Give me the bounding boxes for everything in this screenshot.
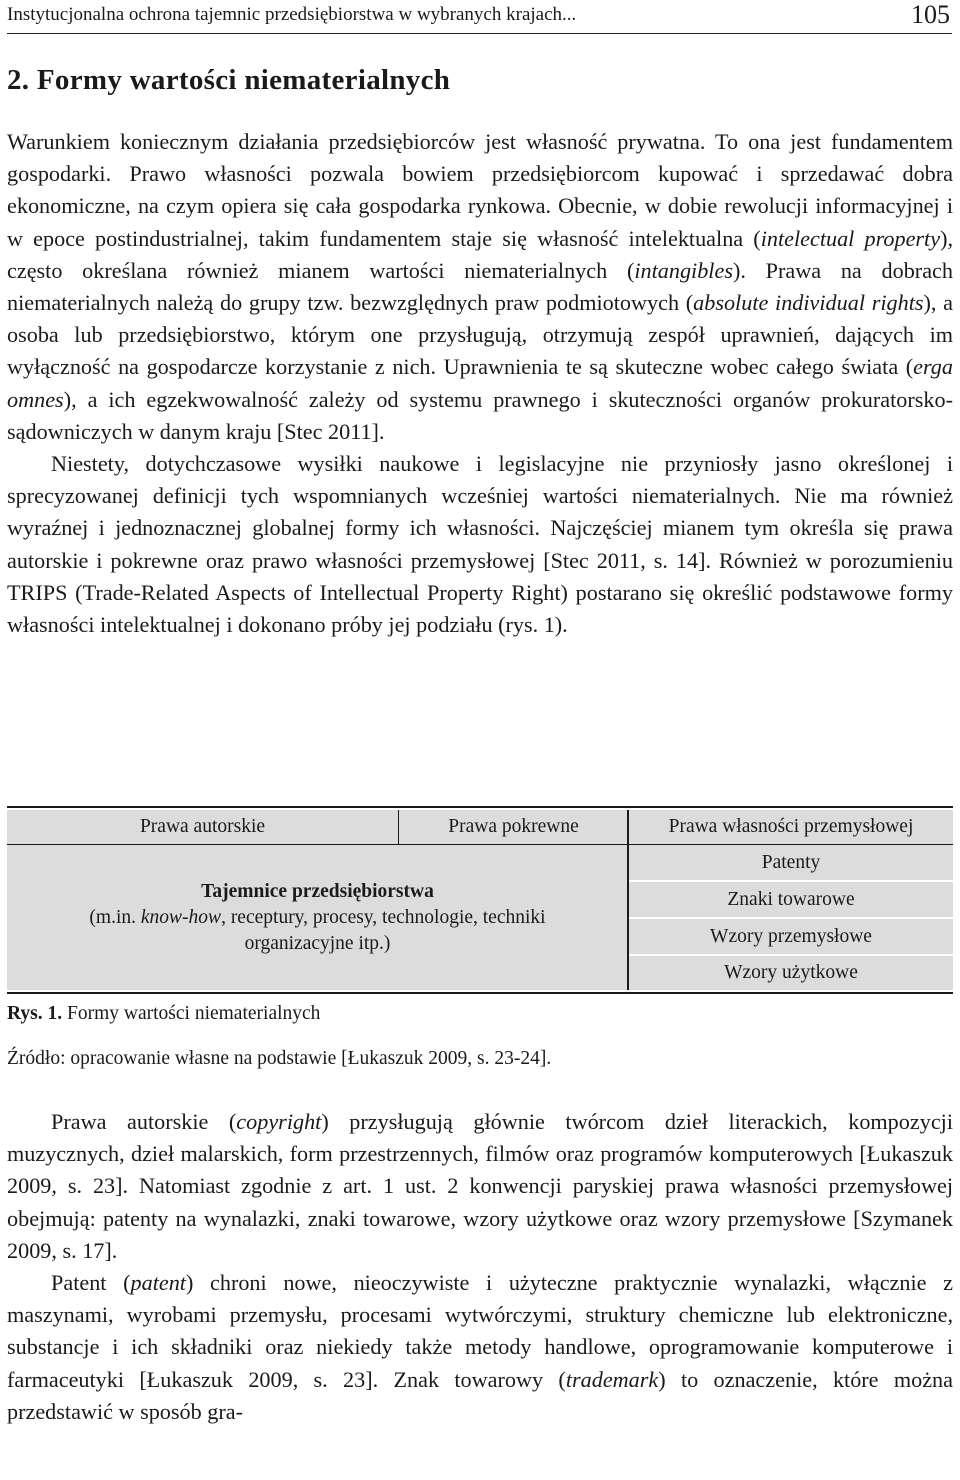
p3-text-a: Prawa autorskie ( (51, 1109, 237, 1134)
p1-italic-a: intelectual property (760, 225, 941, 251)
p4-text-a: Patent ( (51, 1270, 131, 1296)
tajemnice-rest: , receptury, procesy, technologie, techniki (221, 906, 546, 928)
tajemnice-title: Tajemnice przedsiębiorstwa (201, 880, 434, 902)
p3-italic-a: copyright (236, 1109, 322, 1134)
cell-prawa-pokrewne: Prawa pokrewne (399, 810, 628, 844)
p3-text-b: ) przysługują głównie twórcom dzieł literackich, kompozycji muzycznych, dzieł malarskich, form przestrzennych, filmów oraz programów komputerowych [Łukaszuk 2009, s. 23]. Natomiast zgodnie z art. 1 ust. 2 konwencji paryskiej prawa własności przemysłowej obejmują: patenty na wynalazki, znaki towarowe, wzory użytkowe oraz wzory przemysłowe [Szymanek 2009, s. 17]. (7, 1109, 953, 1263)
figure-source: Źródło: opracowanie własne na podstawie [Łukaszuk 2009, s. 23-24]. (7, 1048, 552, 1069)
caption-text: Formy wartości niematerialnych (62, 1003, 321, 1024)
tajemnice-line3: organizacyjne itp.) (244, 932, 391, 954)
list-item-wzory-uzytkowe: Wzory użytkowe (629, 956, 953, 990)
section-heading: 2. Formy wartości niematerialnych (7, 64, 451, 96)
running-head-title: Instytucjonalna ochrona tajemnic przedsiębiorstwa w wybranych krajach... (7, 4, 577, 25)
running-head (7, 2, 952, 34)
p1-text-c: ). Prawa na dobrach niematerialnych należą do grupy tzw. bezwzględnych praw podmiotowych ( (7, 257, 953, 316)
cell-tajemnice-przedsiebiorstwa (7, 845, 628, 990)
caption-label: Rys. 1. (7, 1003, 63, 1024)
tajemnice-italic: know-how (140, 906, 222, 928)
p1-text-d: ), a osoba lub przedsiębiorstwo, którym one przysługują, otrzymują zespół uprawnień, dających im wyłączność na gospodarcze korzystanie z nich. Uprawnienia te są skuteczne wobec całego świata ( (7, 290, 953, 380)
figure-diagram (7, 806, 953, 994)
tajemnice-description (89, 905, 545, 931)
body-text-bottom (7, 1106, 953, 1428)
p4-italic-a: patent (130, 1270, 186, 1296)
paragraph-3 (7, 1106, 953, 1267)
cell-prawa-autorskie: Prawa autorskie (7, 810, 398, 844)
body-text-top (7, 126, 953, 641)
p4-text-b: ) chroni nowe, nieoczywiste i użyteczne praktycznie wynalazki, włącznie z maszynami, wyrobami przemysłu, procesami wytwórczymi, struktury chemiczne lub elektroniczne, substancje i ich składniki oraz niekiedy także metody handlowe, oprogramowanie komputerowe i farmaceutyki [Łukaszuk 2009, s. 23]. Znak towarowy ( (7, 1270, 953, 1392)
paragraph-2: Niestety, dotychczasowe wysiłki naukowe i legislacyjne nie przyniosły jasno określonej i sprecyzowanej definicji tych wspomnianych wcześniej wartości niematerialnych. Nie ma również wyraźnej i jednoznacznej globalnej formy ich własności. Najczęściej mianem tym określa się prawa autorskie i pokrewne oraz prawo własności przemysłowej [Stec 2011, s. 14]. Również w porozumieniu TRIPS (Trade-Related Aspects of Intellectual Property Right) postarano się określić podstawowe formy własności intelektualnej i dokonano próby jej podziału (rys. 1). (7, 451, 953, 638)
list-item-wzory-przemyslowe: Wzory przemysłowe (629, 919, 953, 954)
p1-italic-d: erga omnes (7, 354, 953, 412)
cell-prawa-wlasnosci-przemyslowej: Prawa własności przemysłowej (629, 810, 953, 844)
paragraph-1 (7, 126, 953, 448)
list-item-patenty: Patenty (629, 845, 953, 880)
p4-italic-b: trademark (565, 1366, 659, 1392)
list-item-znaki-towarowe: Znaki towarowe (629, 882, 953, 917)
p1-text-b: ), często określana również mianem wartości niematerialnych ( (7, 225, 954, 283)
p1-italic-b: intangibles (634, 257, 733, 283)
industrial-property-list (629, 845, 953, 990)
figure-caption (7, 1003, 320, 1025)
p1-text-a: Warunkiem koniecznym działania przedsiębiorców jest własność prywatna. To ona jest fundamentem gospodarki. Prawo własności pozwala bowiem przedsiębiorcom kupować i sprzedawać dobra ekonomiczne, na czym opiera się cała gospodarka rynkowa. Obecnie, w dobie rewolucji informacyjnej i w epoce postindustrialnej, takim fundamentem staje się własność intelektualna ( (7, 129, 953, 251)
p1-italic-c: absolute individual rights (693, 290, 924, 316)
page-number: 105 (911, 0, 950, 29)
tajemnice-prefix: (m.in. (89, 906, 141, 928)
p1-text-e: ), a ich egzekwowalność zależy od systemu prawnego i skuteczności organów prokuratorsko-sądowniczych w danym kraju [Stec 2011]. (7, 386, 953, 444)
p4-text-c: ) to oznaczenie, które można przedstawić w sposób gra- (7, 1366, 953, 1424)
paragraph-4 (7, 1267, 953, 1428)
